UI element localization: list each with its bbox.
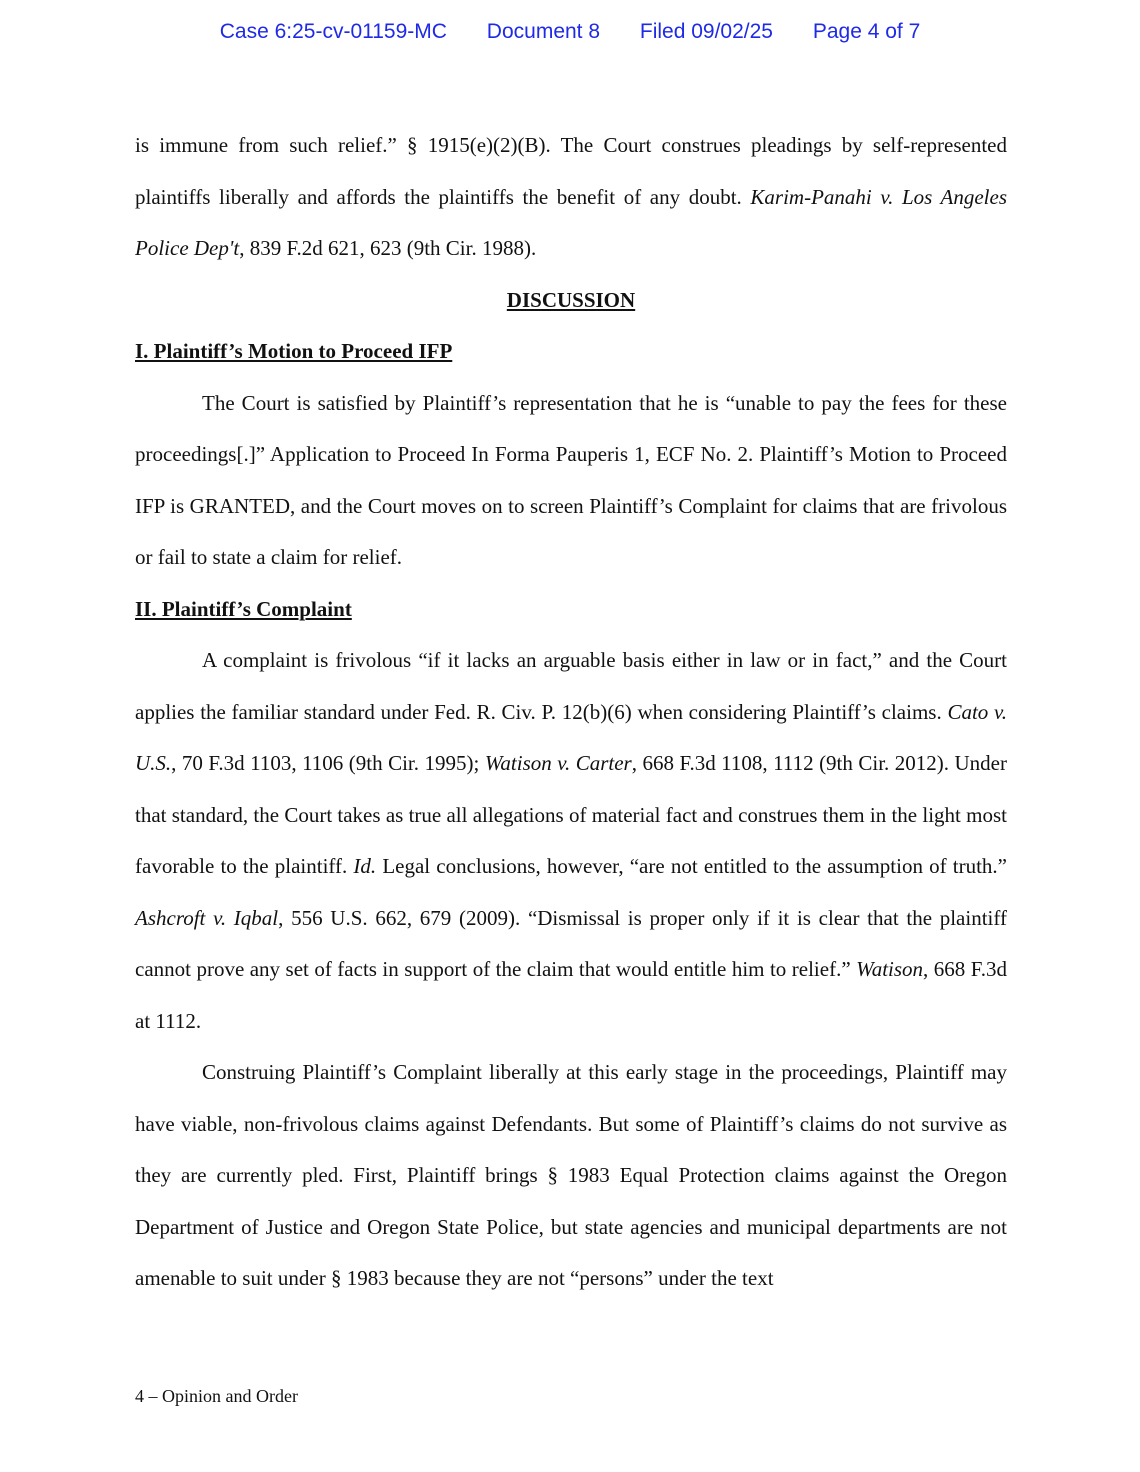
- paragraph-2: The Court is satisfied by Plaintiff’s representation that he is “unable to pay the fees for these proceedings[.]” Application to Proceed In Forma Pauperis 1, ECF No. 2. Plaintiff’s Motion to Proceed IFP is GRANTED, and the Court moves on to screen Plaintiff’s Complaint for claims that are frivolous or fail to state a claim for relief.: [135, 390, 1007, 569]
- section-2-heading: II. Plaintiff’s Complaint: [135, 596, 352, 621]
- case-citation: Karim-Panahi v. Los Angeles Police Dep't: [135, 184, 1008, 260]
- paragraph-1: is immune from such relief.” § 1915(e)(2)(B). The Court construes pleadings by self-represented plaintiffs liberally and affords the plaintiffs the benefit of any doubt. Karim-Panahi v. Los Angeles Police Dep't, 839 F.2d 621, 623 (9th Cir. 1988).: [135, 133, 1008, 260]
- document-body: [135, 120, 1007, 1305]
- discussion-heading: DISCUSSION: [506, 287, 636, 312]
- case-citation: Cato v. U.S.: [135, 699, 1007, 775]
- case-citation: Id.: [353, 854, 377, 878]
- case-citation: Watison: [856, 957, 924, 981]
- filed-date: Filed 09/02/25: [639, 20, 773, 43]
- case-citation: Ashcroft v. Iqbal: [135, 905, 279, 930]
- paragraph-4: Construing Plaintiff’s Complaint liberally at this early stage in the proceedings, Plaintiff may have viable, non-frivolous claims against Defendants. But some of Plaintiff’s claims do not survive as they are currently pled. First, Plaintiff brings § 1983 Equal Protection claims against the Oregon Department of Justice and Oregon State Police, but state agencies and municipal departments are not amenable to suit under § 1983 because they are not “persons” under the text: [135, 1060, 1007, 1290]
- section-1-heading: I. Plaintiff’s Motion to Proceed IFP: [135, 339, 453, 363]
- case-citation: Watison v. Carter: [484, 751, 632, 775]
- page-footer: 4 – Opinion and Order: [135, 1386, 298, 1406]
- filing-header: [0, 20, 1140, 44]
- paragraph-3: A complaint is frivolous “if it lacks an arguable basis either in law or in fact,” and the Court applies the familiar standard under Fed. R. Civ. P. 12(b)(6) when considering Plaintiff’s claims. Cato v. U.S., 70 F.3d 1103, 1106 (9th Cir. 1995); Watison v. Carter, 668 F.3d 1108, 1112 (9th Cir. 2012). Under that standard, the Court takes as true all allegations of material fact and construes them in the light most favorable to the plaintiff. Id. Legal conclusions, however, “are not entitled to the assumption of truth.” Ashcroft v. Iqbal, 556 U.S. 662, 679 (2009). “Dismissal is proper only if it is clear that the plaintiff cannot prove any set of facts in support of the claim that would entitle him to relief.” Watison, 668 F.3d at 1112.: [135, 648, 1007, 1033]
- case-number: Case 6:25-cv-01159-MC: [219, 20, 447, 43]
- document-number: Document 8: [486, 20, 601, 43]
- page-indicator: Page 4 of 7: [812, 20, 921, 43]
